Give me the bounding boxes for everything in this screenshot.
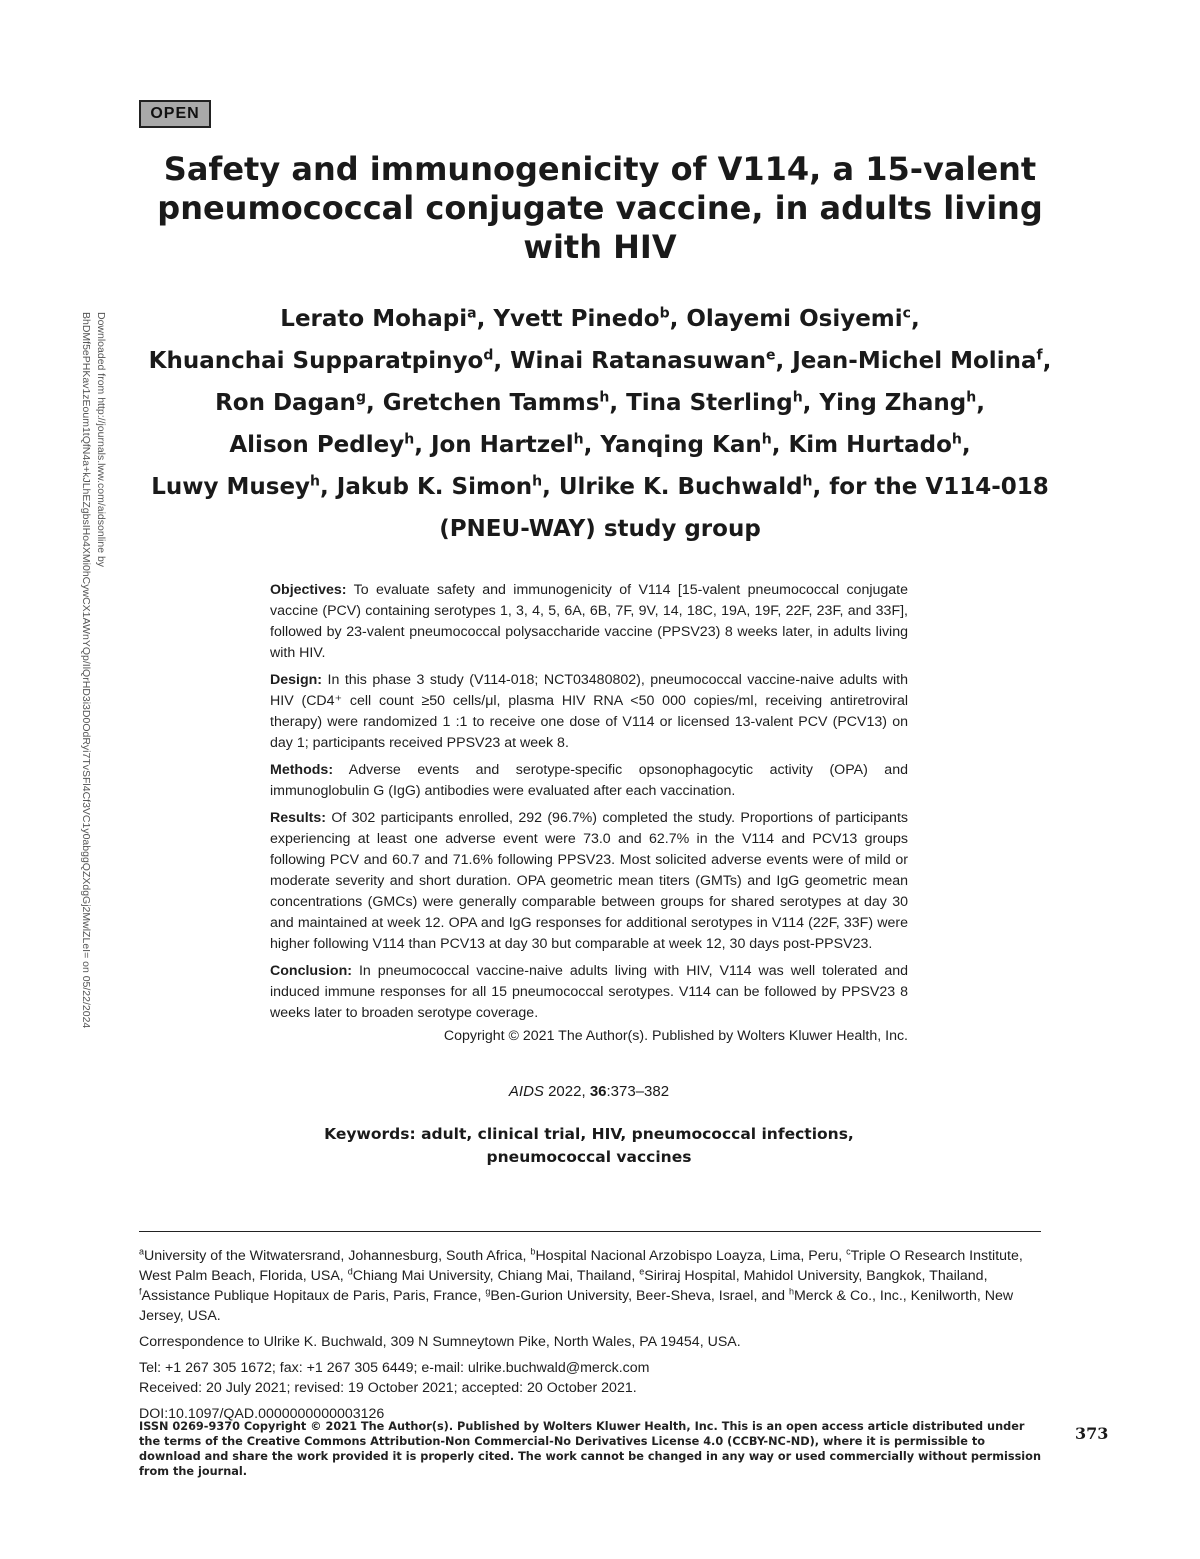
author-name: Luwy Musey (151, 474, 311, 500)
author-name: Ying Zhang (819, 390, 967, 416)
author-list: Lerato Mohapi$^a$, Yvett Pinedo$^b$, Olayemi Osiyemi$^c$, Khuanchai Supparatpinyo$^d$, Winai Ratanasuwan$^e$, Jean-Michel Molina$^f$, Ron Dagan$^g$, Gretchen Tamms$^h$, Tina Sterling$^h$, Ying Zhang$^h$, Alison Pedley$^h$, Jon Hartzel$^h$, Yanqing Kan$^h$, Kim Hurtado$^h$, Luwy Musey$^h$, Jakub K. Simon$^h$, Ulrike K. Buchwald$^h$, for the V114-018 (PNEU-WAY) study group (148, 305, 1052, 542)
author-affiliation-mark: h (966, 389, 977, 406)
received-dates: Received: 20 July 2021; revised: 19 October 2021; accepted: 20 October 2021. (139, 1380, 637, 1396)
affiliation-text: Merck & Co., Inc., Kenilworth, New Jersey, USA. (139, 1288, 1014, 1324)
journal-volume: 36 (589, 1083, 607, 1100)
affiliation-text: Siriraj Hospital, Mahidol University, Bangkok, Thailand, (644, 1268, 988, 1284)
journal-pages: :373–382 (606, 1083, 670, 1100)
affiliation-mark: b (530, 1246, 536, 1257)
author-name: Jakub K. Simon (336, 474, 533, 500)
contact-info: Tel: +1 267 305 1672; fax: +1 267 305 6449; e-mail: ulrike.buchwald@merck.com (139, 1360, 650, 1376)
author-affiliation-mark: h (573, 431, 584, 448)
open-access-badge: OPEN (139, 100, 211, 128)
author-name: Khuanchai Supparatpinyo (148, 348, 484, 374)
affiliation-mark: a (139, 1246, 145, 1257)
doi: DOI:10.1097/QAD.0000000000003126 (139, 1406, 385, 1422)
affiliation-text: Chiang Mai University, Chiang Mai, Thailand, (352, 1268, 640, 1284)
author-affiliation-mark: h (951, 431, 962, 448)
abstract-results (270, 808, 908, 955)
author-affiliation-mark: h (792, 389, 803, 406)
author-name: Ron Dagan (215, 390, 356, 416)
results-text: Of 302 participants enrolled, 292 (96.7%) completed the study. Proportions of participants experiencing at least one adverse event were 73.0 and 62.7% in the V114 and PCV13 groups following PCV and 60.7 and 71.6% following PPSV23. Most solicited adverse events were of mild or moderate severity and short duration. OPA geometric mean titers (GMTs) and IgG geometric mean concentrations (GMCs) were generally comparable between groups for shared serotypes at day 30 and maintained at week 12. OPA and IgG responses for additional serotypes in V114 (22F, 33F) were higher following V114 than PCV13 at day 30 but comparable at week 12, 30 days post-PPSV23. (270, 810, 908, 952)
objectives-label: Objectives: (270, 582, 347, 598)
author-affiliation-mark: a (467, 305, 477, 322)
keywords-label: Keywords: (324, 1125, 416, 1143)
journal-year: 2022, (548, 1083, 586, 1100)
journal-citation (270, 1083, 908, 1100)
methods-label: Methods: (270, 762, 334, 778)
author-affiliation-mark: g (355, 389, 366, 406)
page-number: 373 (1075, 1424, 1109, 1443)
author-affiliation-mark: h (761, 431, 772, 448)
author-name: Winai Ratanasuwan (510, 348, 766, 374)
conclusion-text: In pneumococcal vaccine-naive adults living with HIV, V114 was well tolerated and induced immune responses for all 15 pneumococcal serotypes. V114 can be followed by PPSV23 8 weeks later to broaden serotype coverage. (270, 963, 908, 1021)
author-affiliation-mark: h (404, 431, 415, 448)
affiliation-mark: e (639, 1266, 645, 1277)
methods-text: Adverse events and serotype-specific opsonophagocytic activity (OPA) and immunoglobulin G (IgG) antibodies were evaluated after each vaccination. (270, 762, 908, 799)
affiliation-mark: d (347, 1266, 353, 1277)
affiliation-mark: f (139, 1286, 142, 1297)
author-name: Gretchen Tamms (382, 390, 600, 416)
author-affiliation-mark: f (1036, 347, 1043, 364)
affiliation-text: Hospital Nacional Arzobispo Loayza, Lima, Peru, (535, 1248, 847, 1264)
abstract-design (270, 670, 908, 754)
affiliations (139, 1246, 1041, 1326)
author-name: Tina Sterling (626, 390, 793, 416)
author-affiliation-mark: b (659, 305, 670, 322)
abstract-copyright: Copyright © 2021 The Author(s). Published by Wolters Kluwer Health, Inc. (443, 1028, 908, 1044)
study-group: for the V114-018 (PNEU-WAY) study group (439, 474, 1049, 542)
download-watermark: Downloaded from http://journals.lww.com/aidsonline by BhDMf5ePHKav1zEoum1tQfN4a+kJLhEZgbsIHo4XMi0hCywCX1AWnYQp/IlQrHD3i3D0OdRyi7TvSFl4Cf3VC1y0abggQZXdgGj2MwlZLeI= on 05/22/2024 (80, 312, 107, 1029)
author-name: Jon Hartzel (430, 432, 574, 458)
keywords (270, 1123, 908, 1169)
license-statement: ISSN 0269-9370 Copyright © 2021 The Author(s). Published by Wolters Kluwer Health, Inc. This is an open access article distributed under the terms of the Creative Commons Attribution-Non Commercial-No Derivatives License 4.0 (CCBY-NC-ND), where it is permissible to download and share the work provided it is properly cited. The work cannot be changed in any way or used commercially without permission from the journal. (139, 1420, 1041, 1478)
footnote-divider (139, 1231, 1041, 1232)
author-affiliation-mark: h (599, 389, 610, 406)
affiliation-mark: h (788, 1286, 794, 1297)
author-affiliation-mark: c (902, 305, 911, 322)
article-title: Safety and immunogenicity of V114, a 15-valent pneumococcal conjugate vaccine, in adults living with HIV (157, 150, 1043, 266)
author-name: Kim Hurtado (788, 432, 952, 458)
journal-name: AIDS (508, 1083, 544, 1100)
keywords-text: adult, clinical trial, HIV, pneumococcal infections, pneumococcal vaccines (421, 1125, 854, 1166)
results-label: Results: (270, 810, 326, 826)
affiliation-text: Ben-Gurion University, Beer-Sheva, Israel, and (490, 1288, 789, 1304)
abstract-methods (270, 760, 908, 802)
author-affiliation-mark: d (483, 347, 494, 364)
author-name: Yvett Pinedo (493, 306, 660, 332)
author-name: Jean-Michel Molina (792, 348, 1037, 374)
author-name: Yanqing Kan (600, 432, 762, 458)
author-name: Lerato Mohapi (280, 306, 468, 332)
abstract-conclusion (270, 961, 908, 1024)
design-text: In this phase 3 study (V114-018; NCT03480802), pneumococcal vaccine-naive adults with HIV (CD4⁺ cell count ≥50 cells/μl, plasma HIV RNA <50 000 copies/ml, receiving antiretroviral therapy) were randomized 1 :1 to receive one dose of V114 or licensed 13-valent PCV (PCV13) on day 1; participants received PPSV23 at week 8. (270, 672, 908, 751)
objectives-text: To evaluate safety and immunogenicity of V114 [15-valent pneumococcal conjugate vaccine (PCV) containing serotypes 1, 3, 4, 5, 6A, 6B, 7F, 9V, 14, 18C, 19A, 19F, 22F, 23F, and 33F], followed by 23-valent pneumococcal polysaccharide vaccine (PPSV23) 8 weeks later, in adults living with HIV. (270, 582, 908, 661)
design-label: Design: (270, 672, 323, 688)
affiliation-text: University of the Witwatersrand, Johannesburg, South Africa, (144, 1248, 531, 1264)
author-name: Olayemi Osiyemi (686, 306, 903, 332)
affiliation-text: Triple O Research Institute, West Palm Beach, Florida, USA, (139, 1248, 1023, 1284)
affiliation-mark: c (846, 1246, 851, 1257)
affiliation-mark: g (485, 1286, 491, 1297)
abstract (270, 580, 908, 1053)
author-name: Alison Pedley (229, 432, 405, 458)
footnotes (139, 1246, 1041, 1424)
conclusion-label: Conclusion: (270, 963, 352, 979)
author-affiliation-mark: h (532, 473, 543, 490)
author-affiliation-mark: e (766, 347, 776, 364)
author-affiliation-mark: h (310, 473, 321, 490)
correspondence: Correspondence to Ulrike K. Buchwald, 309 N Sumneytown Pike, North Wales, PA 19454, USA. (139, 1334, 741, 1350)
author-affiliation-mark: h (802, 473, 813, 490)
author-name: Ulrike K. Buchwald (558, 474, 803, 500)
abstract-objectives (270, 580, 908, 664)
affiliation-text: Assistance Publique Hopitaux de Paris, Paris, France, (141, 1288, 486, 1304)
